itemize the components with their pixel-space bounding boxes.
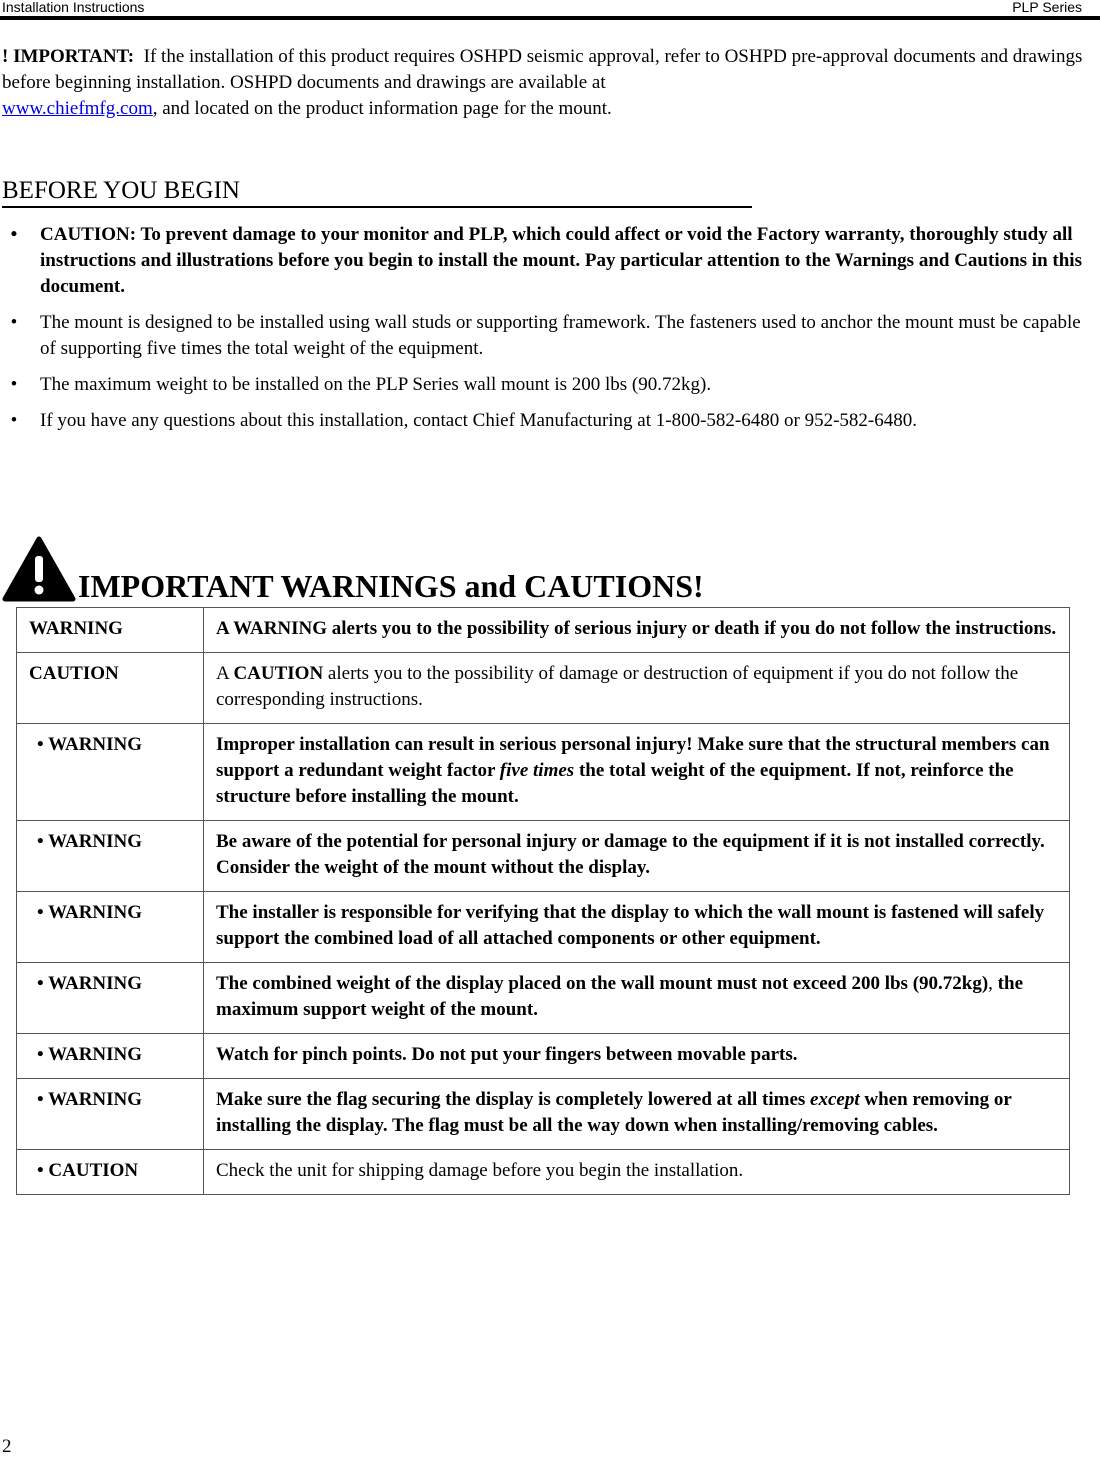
warning-definition-text: A WARNING alerts you to the possibility of serious injury or death if you do not follow the instructions. [204,608,1070,653]
important-text-1: If the installation of this product requires OSHPD seismic approval, refer to OSHPD pre-approval documents and drawings before beginning installation. OSHPD documents and drawings are available at [2,46,1083,93]
table-row [17,1079,1070,1150]
bullet-glyph: • [37,1044,44,1065]
table-row [17,724,1070,821]
list-item [0,372,1090,398]
warnings-title: IMPORTANT WARNINGS and CAUTIONS! [78,568,704,604]
row-text: The installer is responsible for verifying that the display to which the wall mount is fastened will safely support the combined load of all attached components or other equipment. [204,892,1070,963]
caution-definition-label: CAUTION [17,653,204,724]
bullet-glyph: • [10,312,18,333]
table-row [17,892,1070,963]
table-row [17,1034,1070,1079]
list-item [0,310,1090,362]
list-item-text: The maximum weight to be installed on the PLP Series wall mount is 200 lbs (90.72kg). [40,374,712,395]
row-label: • CAUTION [17,1150,204,1195]
bullet-glyph: • [37,831,44,852]
bullet-glyph: • [37,734,44,755]
header-product-series: PLP Series [1012,0,1082,15]
before-you-begin-heading: BEFORE YOU BEGIN [2,176,752,208]
row-label: • WARNING [17,1034,204,1079]
row-label: • WARNING [17,724,204,821]
list-item [0,222,1090,300]
list-item-text: The mount is designed to be installed using wall studs or supporting framework. The fasteners used to anchor the mount must be capable of supporting five times the total weight of the equipment. [40,312,1081,359]
warnings-table [16,607,1070,1195]
table-row [17,608,1070,653]
warnings-heading [2,536,1092,604]
chiefmfg-link[interactable]: www.chiefmfg.com [2,98,153,119]
row-text: Make sure the flag securing the display is completely lowered at all times except when removing or installing the display. The flag must be all the way down when installing/removing cables. [204,1079,1070,1150]
row-text: The combined weight of the display placed on the wall mount must not exceed 200 lbs (90.72kg), the maximum support weight of the mount. [204,963,1070,1034]
row-label: • WARNING [17,821,204,892]
row-label: • WARNING [17,892,204,963]
caution-strong-word: CAUTION [233,663,324,684]
bullet-glyph: • [37,902,44,923]
list-item-text: If you have any questions about this installation, contact Chief Manufacturing at 1-800-582-6480 or 952-582-6480. [40,410,917,431]
page-header [0,0,1100,20]
list-item [0,408,1090,434]
table-row [17,821,1070,892]
warning-definition-label: WARNING [17,608,204,653]
row-text: Check the unit for shipping damage before you begin the installation. [204,1150,1070,1195]
before-you-begin-list [0,222,1090,444]
emphasis-text: five times [499,760,575,781]
row-text: Watch for pinch points. Do not put your fingers between movable parts. [204,1034,1070,1079]
row-text: Improper installation can result in serious personal injury! Make sure that the structural members can support a redundant weight factor five times the total weight of the equipment. If not, reinforce the structure before installing the mount. [204,724,1070,821]
header-doc-type: Installation Instructions [2,0,145,15]
bullet-glyph: • [10,374,18,395]
row-label: • WARNING [17,963,204,1034]
list-item-text: CAUTION: To prevent damage to your monitor and PLP, which could affect or void the Factory warranty, thoroughly study all instructions and illustrations before you begin to install the mount. Pay particular attention to the Warnings and Cautions in this document. [40,224,1082,297]
table-row [17,1150,1070,1195]
important-label: ! IMPORTANT: [2,46,135,67]
caution-definition-text: A CAUTION alerts you to the possibility of damage or destruction of equipment if you do not follow the corresponding instructions. [204,653,1070,724]
row-label: • WARNING [17,1079,204,1150]
bullet-glyph: • [10,224,18,245]
table-row [17,653,1070,724]
important-text-2: , and located on the product information page for the mount. [152,98,612,119]
bullet-glyph: • [37,973,44,994]
bullet-glyph: • [37,1160,44,1181]
emphasis-text: except [810,1089,860,1110]
row-text: Be aware of the potential for personal injury or damage to the equipment if it is not installed correctly. Consider the weight of the mount without the display. [204,821,1070,892]
table-row [17,963,1070,1034]
important-notice [2,44,1096,122]
bullet-glyph: • [37,1089,44,1110]
page-number: 2 [2,1436,12,1457]
warning-triangle-icon [2,536,76,602]
bullet-glyph: • [10,410,18,431]
